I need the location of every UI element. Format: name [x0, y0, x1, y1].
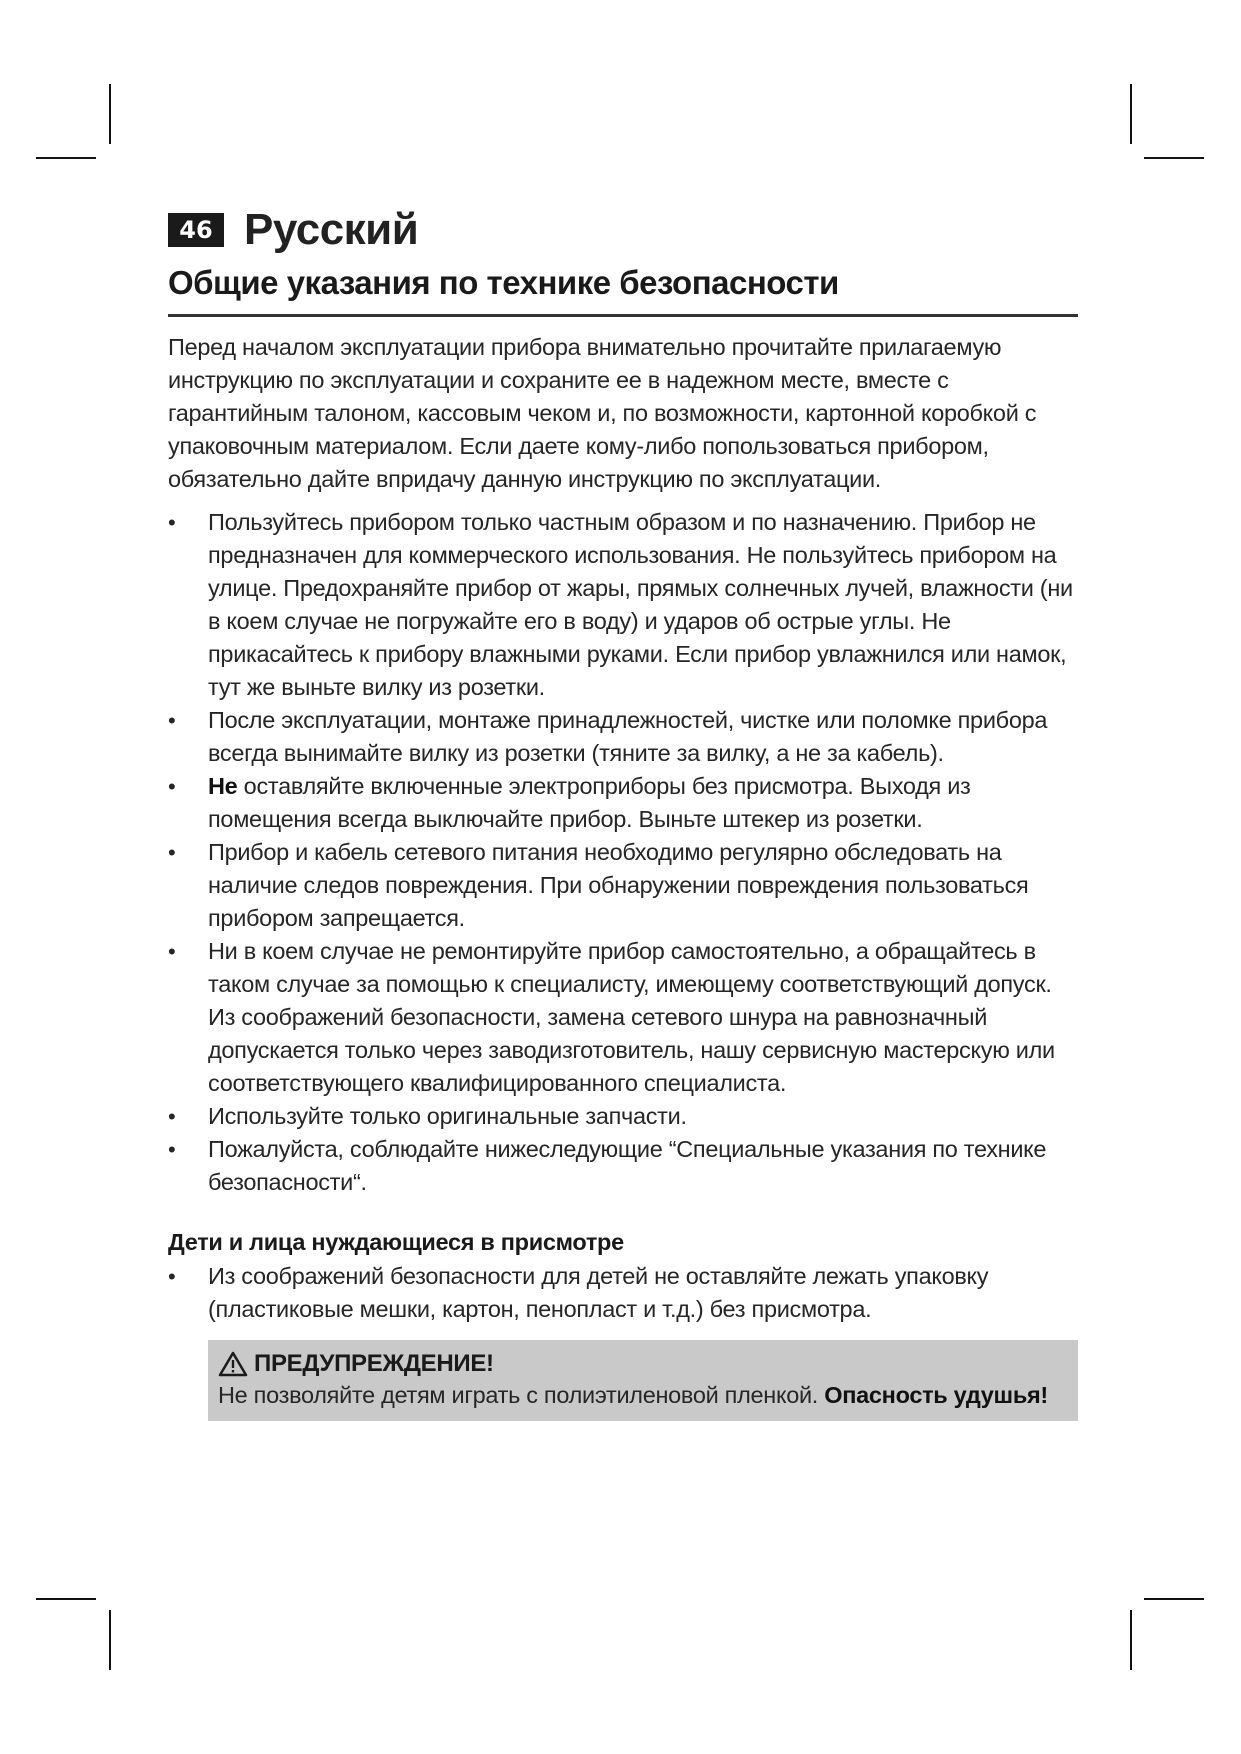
safety-bullet-list [168, 506, 1078, 1199]
warning-title-row [218, 1350, 1066, 1378]
warning-body: Не позволяйте детям играть с полиэтиленовой пленкой. [218, 1382, 825, 1408]
list-item-text: Из соображений безопасности для детей не оставляйте лежать упаковку (пластиковые мешки, картон, пенопласт и т.д.) без присмотра. [208, 1263, 989, 1322]
list-item-text: Пользуйтесь прибором только частным образом и по назначению. Прибор не предназначен для коммерческого использования. Не пользуйтесь прибором на улице. Предохраняйте прибор от жары, прямых солнечных лучей, влажности (ни в коем случае не погружайте его в воду) и ударов об острые углы. Не прикасайтесь к прибору влажными руками. Если прибор увлажнился или намок, тут же выньте вилку из розетки. [208, 509, 1073, 700]
language-title: Русский [244, 205, 419, 254]
bullet-icon: • [168, 1137, 176, 1162]
page-content [168, 200, 1078, 1421]
list-item-text: Прибор и кабель сетевого питания необходимо регулярно обследовать на наличие следов повреждения. При обнаружении повреждения пользоваться прибором запрещается. [208, 839, 1029, 931]
list-item [168, 836, 1078, 935]
crop-mark-top-right-v [1130, 84, 1132, 144]
intro-paragraph: Перед началом эксплуатации прибора внимательно прочитайте прилагаемую инструкцию по эксплуатации и сохраните ее в надежном месте, вместе с гарантийным талоном, кассовым чеком и, по возможности, картонной коробкой с упаковочным материалом. Если даете кому-либо попользоваться прибором, обязательно дайте впридачу данную инструкцию по эксплуатации. [168, 334, 1037, 492]
crop-mark-bottom-left-h [36, 1598, 96, 1600]
bullet-icon: • [168, 708, 176, 733]
warning-box [208, 1340, 1078, 1421]
list-item [168, 770, 1078, 836]
warning-triangle-icon [218, 1351, 248, 1377]
crop-mark-top-right-h [1144, 157, 1204, 159]
bullet-icon: • [168, 1104, 176, 1129]
warning-text [218, 1382, 1066, 1409]
page-number-badge: 46 [168, 213, 224, 247]
page-header [168, 200, 1078, 260]
children-bullet-list [168, 1260, 1078, 1326]
list-item [168, 1260, 1078, 1326]
bullet-icon: • [168, 840, 176, 865]
list-item [168, 1133, 1078, 1199]
list-item-text: оставляйте включенные электроприборы без присмотра. Выходя из помещения всегда выключайте прибор. Выньте штекер из розетки. [208, 773, 971, 832]
bullet-icon: • [168, 510, 176, 535]
crop-mark-bottom-left-v [109, 1610, 111, 1670]
list-item [168, 935, 1078, 1100]
list-item-text: Используйте только оригинальные запчасти. [208, 1103, 687, 1129]
warning-emphasis: Опасность удушья! [824, 1382, 1048, 1408]
list-item-text: Пожалуйста, соблюдайте нижеследующие “Специальные указания по технике безопасности“. [208, 1136, 1047, 1195]
list-item-text: После эксплуатации, монтаже принадлежностей, чистке или поломке прибора всегда вынимайте вилку из розетки (тяните за вилку, а не за кабель). [208, 707, 1048, 766]
section-title: Общие указания по технике безопасности [168, 264, 1078, 317]
crop-mark-bottom-right-v [1130, 1610, 1132, 1670]
warning-title-text: ПРЕДУПРЕЖДЕНИЕ! [254, 1350, 494, 1377]
crop-mark-top-left-h [36, 157, 96, 159]
list-item [168, 506, 1078, 704]
children-section-heading: Дети и лица нуждающиеся в присмотре [168, 1229, 624, 1255]
crop-mark-top-left-v [109, 84, 111, 144]
bullet-icon: • [168, 774, 176, 799]
list-item [168, 1100, 1078, 1133]
list-item-bold-text: Не [208, 773, 238, 799]
bullet-icon: • [168, 1264, 176, 1289]
list-item [168, 704, 1078, 770]
crop-mark-bottom-right-h [1144, 1598, 1204, 1600]
bullet-icon: • [168, 939, 176, 964]
list-item-text: Ни в коем случае не ремонтируйте прибор самостоятельно, а обращайтесь в таком случае за помощью к специалисту, имеющему соответствующий допуск. Из соображений безопасности, замена сетевого шнура на равнозначный допускается только через заводизготовитель, нашу сервисную мастерскую или соответствующего квалифицированного специалиста. [208, 938, 1055, 1096]
